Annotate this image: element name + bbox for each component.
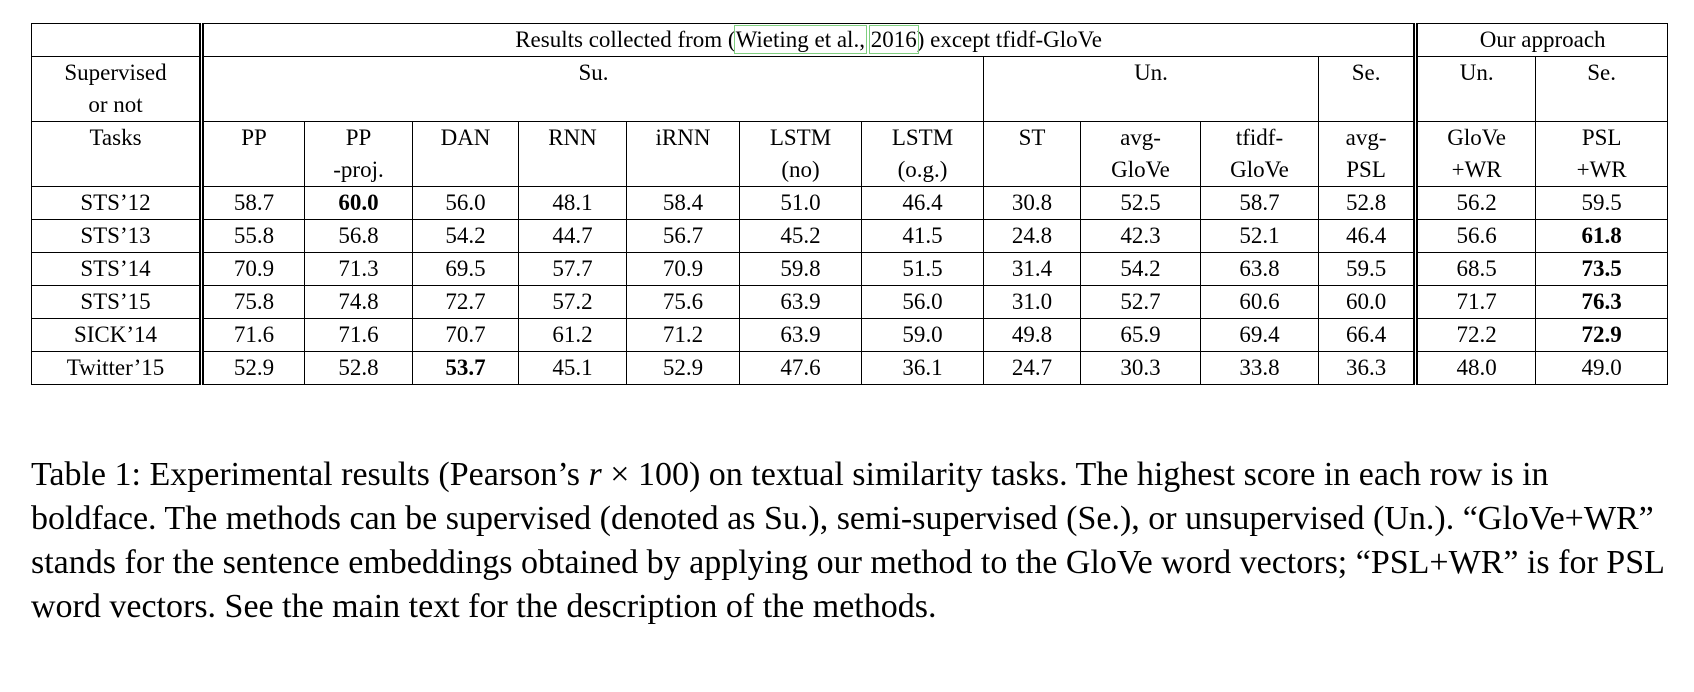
score-cell: 75.6: [627, 286, 740, 319]
score-cell: 46.4: [862, 187, 984, 220]
score-cell: 72.2: [1416, 319, 1536, 352]
table-caption: [31, 453, 1667, 629]
method-name-line1: PP: [241, 125, 267, 150]
score-cell: 63.9: [740, 319, 862, 352]
unsupervised-group-header: Un.: [984, 57, 1319, 122]
citation-link-year[interactable]: 2016: [870, 27, 917, 52]
score-cell: 59.8: [740, 253, 862, 286]
score-cell: 58.7: [202, 187, 305, 220]
score-cell: 56.8: [305, 220, 413, 253]
score-cell: 61.2: [519, 319, 627, 352]
score-cell: 68.5: [1416, 253, 1536, 286]
method-name-line1: LSTM: [891, 125, 954, 150]
score-cell: 76.3: [1536, 286, 1668, 319]
results-table-body: [32, 24, 1668, 385]
score-cell: 44.7: [519, 220, 627, 253]
collected-prefix: Results collected from (: [515, 27, 736, 52]
method-header: [1416, 122, 1536, 187]
method-header: [1319, 122, 1416, 187]
score-cell: 52.9: [202, 352, 305, 385]
score-cell: 52.9: [627, 352, 740, 385]
header-row-methods: [32, 122, 1668, 187]
method-header: [305, 122, 413, 187]
method-header: [740, 122, 862, 187]
score-cell: 65.9: [1081, 319, 1201, 352]
score-cell: 30.3: [1081, 352, 1201, 385]
method-header: [984, 122, 1081, 187]
score-cell: 52.8: [305, 352, 413, 385]
method-name-line2: GloVe: [1111, 157, 1170, 182]
citation-link-authors[interactable]: Wieting et al.,: [735, 27, 865, 52]
score-cell: 69.5: [413, 253, 519, 286]
score-cell: 58.7: [1201, 187, 1319, 220]
score-cell: 70.9: [627, 253, 740, 286]
caption-prefix: Table 1: Experimental results (Pearson’s: [31, 456, 589, 493]
score-cell: 24.8: [984, 220, 1081, 253]
score-cell: 47.6: [740, 352, 862, 385]
method-name-line2: PSL: [1346, 157, 1386, 182]
score-cell: 49.0: [1536, 352, 1668, 385]
ours-unsupervised-header: Un.: [1416, 57, 1536, 122]
method-name-line1: avg-: [1345, 125, 1387, 150]
score-cell: 49.8: [984, 319, 1081, 352]
caption-pearson-r: r: [588, 456, 602, 493]
task-name-cell: SICK’14: [32, 319, 202, 352]
score-cell: 73.5: [1536, 253, 1668, 286]
method-name-line2: +WR: [1576, 157, 1627, 182]
method-name-line1: PP: [345, 125, 372, 150]
score-cell: 52.1: [1201, 220, 1319, 253]
score-cell: 63.9: [740, 286, 862, 319]
table-row: [32, 253, 1668, 286]
method-name-line1: tfidf-: [1235, 125, 1284, 150]
score-cell: 54.2: [413, 220, 519, 253]
ours-semi-supervised-header: Se.: [1536, 57, 1668, 122]
results-table-container: [31, 23, 1667, 385]
score-cell: 42.3: [1081, 220, 1201, 253]
method-name-line2: (o.g.): [897, 157, 948, 182]
caption-times: × 100: [601, 456, 689, 493]
supervised-label-line2: or not: [88, 92, 143, 117]
method-name-line1: RNN: [548, 125, 597, 150]
score-cell: 60.6: [1201, 286, 1319, 319]
table-row: [32, 319, 1668, 352]
score-cell: 45.2: [740, 220, 862, 253]
score-cell: 63.8: [1201, 253, 1319, 286]
method-header: [202, 122, 305, 187]
header-row-source: [32, 24, 1668, 57]
tasks-label: Tasks: [32, 122, 202, 187]
score-cell: 72.9: [1536, 319, 1668, 352]
method-name-line2: +WR: [1451, 157, 1502, 182]
score-cell: 74.8: [305, 286, 413, 319]
score-cell: 46.4: [1319, 220, 1416, 253]
score-cell: 59.5: [1319, 253, 1416, 286]
caption-body: ) on textual similarity tasks. The highest score in each row is in boldface. The methods can be supervised (denoted as Su.), semi-supervised (Se.), or unsupervised (Un.). “GloVe+WR” stands for the sentence embeddings obtained by applying our method to the GloVe word vectors; “PSL+WR” is for PSL word vectors. See the main text for the description of the methods.: [31, 456, 1664, 625]
task-name-cell: Twitter’15: [32, 352, 202, 385]
score-cell: 51.0: [740, 187, 862, 220]
score-cell: 66.4: [1319, 319, 1416, 352]
score-cell: 60.0: [1319, 286, 1416, 319]
method-name-line1: iRNN: [655, 125, 711, 150]
method-name-line2: (no): [781, 157, 820, 182]
table-row: [32, 220, 1668, 253]
score-cell: 31.4: [984, 253, 1081, 286]
score-cell: 52.8: [1319, 187, 1416, 220]
results-table: [31, 23, 1668, 385]
score-cell: 30.8: [984, 187, 1081, 220]
score-cell: 55.8: [202, 220, 305, 253]
table-row: [32, 352, 1668, 385]
supervised-group-header: Su.: [202, 57, 984, 122]
method-name-line1: LSTM: [769, 125, 832, 150]
score-cell: 56.0: [413, 187, 519, 220]
method-header: [413, 122, 519, 187]
score-cell: 71.6: [202, 319, 305, 352]
method-name-line1: GloVe: [1447, 125, 1507, 150]
score-cell: 48.0: [1416, 352, 1536, 385]
task-name-cell: STS’12: [32, 187, 202, 220]
score-cell: 57.7: [519, 253, 627, 286]
score-cell: 58.4: [627, 187, 740, 220]
score-cell: 53.7: [413, 352, 519, 385]
score-cell: 36.1: [862, 352, 984, 385]
score-cell: 75.8: [202, 286, 305, 319]
score-cell: 48.1: [519, 187, 627, 220]
score-cell: 51.5: [862, 253, 984, 286]
task-name-cell: STS’14: [32, 253, 202, 286]
method-header: [627, 122, 740, 187]
method-name-line1: ST: [1018, 125, 1046, 150]
method-name-line1: DAN: [440, 125, 491, 150]
score-cell: 71.3: [305, 253, 413, 286]
collected-suffix: ) except tfidf-GloVe: [916, 27, 1102, 52]
score-cell: 71.6: [305, 319, 413, 352]
score-cell: 52.7: [1081, 286, 1201, 319]
score-cell: 36.3: [1319, 352, 1416, 385]
our-approach-header: Our approach: [1416, 24, 1668, 57]
task-name-cell: STS’13: [32, 220, 202, 253]
score-cell: 45.1: [519, 352, 627, 385]
score-cell: 59.0: [862, 319, 984, 352]
score-cell: 41.5: [862, 220, 984, 253]
score-cell: 52.5: [1081, 187, 1201, 220]
table-row: [32, 286, 1668, 319]
method-header: [1201, 122, 1319, 187]
semi-supervised-group-header: Se.: [1319, 57, 1416, 122]
method-header: [519, 122, 627, 187]
score-cell: 61.8: [1536, 220, 1668, 253]
score-cell: 72.7: [413, 286, 519, 319]
method-name-line2: -proj.: [333, 157, 384, 182]
header-corner-cell: [32, 24, 202, 57]
score-cell: 31.0: [984, 286, 1081, 319]
task-name-cell: STS’15: [32, 286, 202, 319]
score-cell: 54.2: [1081, 253, 1201, 286]
supervised-label-line1: Supervised: [64, 60, 167, 85]
score-cell: 56.2: [1416, 187, 1536, 220]
method-name-line1: PSL: [1581, 125, 1622, 150]
score-cell: 56.7: [627, 220, 740, 253]
header-row-supervision: [32, 57, 1668, 122]
method-name-line2: GloVe: [1230, 157, 1289, 182]
score-cell: 69.4: [1201, 319, 1319, 352]
score-cell: 70.9: [202, 253, 305, 286]
method-header: [862, 122, 984, 187]
score-cell: 60.0: [305, 187, 413, 220]
score-cell: 57.2: [519, 286, 627, 319]
supervised-or-not-label: [32, 57, 202, 122]
score-cell: 24.7: [984, 352, 1081, 385]
method-name-line1: avg-: [1120, 125, 1161, 150]
method-header: [1081, 122, 1201, 187]
score-cell: 70.7: [413, 319, 519, 352]
table-row: [32, 187, 1668, 220]
score-cell: 71.7: [1416, 286, 1536, 319]
method-header: [1536, 122, 1668, 187]
score-cell: 56.0: [862, 286, 984, 319]
score-cell: 71.2: [627, 319, 740, 352]
collected-results-header: [202, 24, 1416, 57]
score-cell: 33.8: [1201, 352, 1319, 385]
score-cell: 56.6: [1416, 220, 1536, 253]
score-cell: 59.5: [1536, 187, 1668, 220]
